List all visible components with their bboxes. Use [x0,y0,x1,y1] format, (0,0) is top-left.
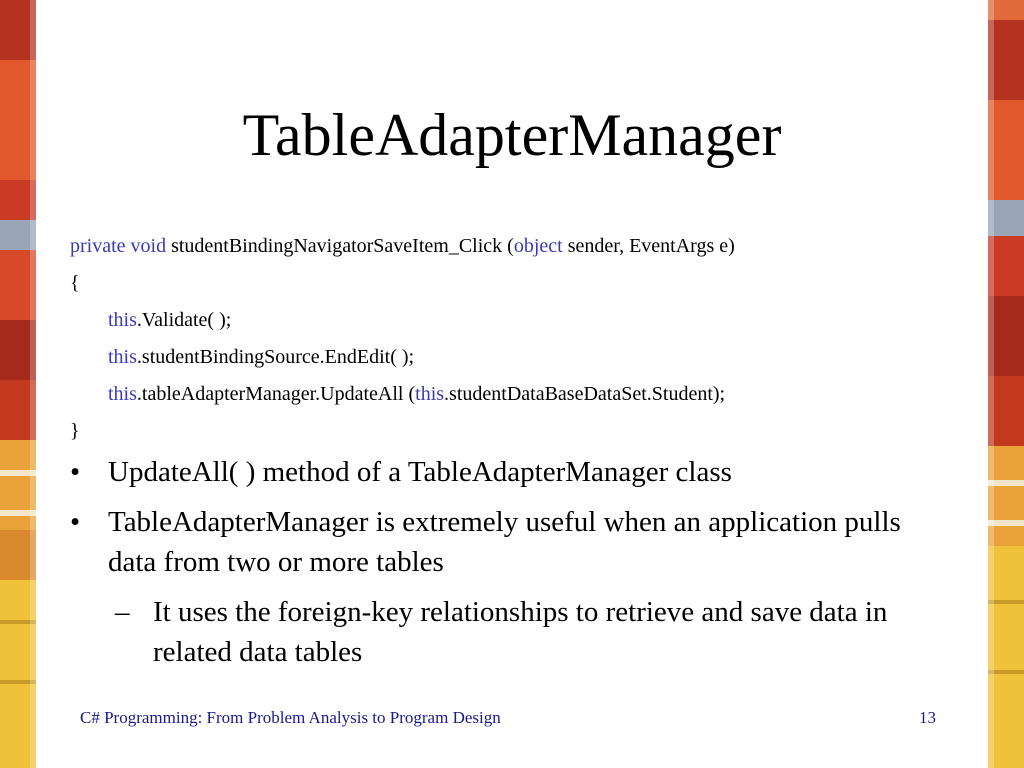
building-image-right [988,0,1024,768]
building-image-left [0,0,36,768]
code-line [70,376,970,413]
code-line [70,302,970,339]
code-method-name: studentBindingNavigatorSaveItem_Click ( [171,235,514,257]
code-text: .studentBindingSource.EndEdit( ); [136,346,415,368]
sub-bullet-text: It uses the foreign-key relationships to retrieve and save data in related data tables [153,596,888,668]
code-keyword: object [513,235,563,257]
bullet-item [70,452,950,492]
bullet-text: TableAdapterManager is extremely useful when an application pulls data from two or more tables [108,506,901,578]
left-decorative-strip [0,0,36,768]
code-block [70,228,970,450]
code-keyword: private [70,235,126,257]
bullet-marker: • [70,456,81,488]
code-line-signature [70,228,970,265]
code-text: .Validate( ); [136,309,232,331]
code-keyword: this [108,383,137,405]
sub-bullet-item [70,592,950,672]
code-open-brace: { [70,272,80,294]
bullet-list [70,452,950,672]
slide-title: TableAdapterManager [242,102,782,168]
code-close-brace: } [70,420,80,442]
code-line [70,339,970,376]
bullet-marker: • [70,506,81,538]
code-keyword: void [130,235,167,257]
sub-bullet-marker: – [115,596,130,628]
bullet-text: UpdateAll( ) method of a TableAdapterManager class [108,456,732,488]
footer-course-title: C# Programming: From Problem Analysis to Program Design [80,708,501,727]
right-decorative-strip [988,0,1024,768]
code-keyword: this [108,309,137,331]
code-keyword: this [415,383,445,405]
bullet-item [70,502,950,582]
slide-number: 13 [919,708,936,727]
code-text: .tableAdapterManager.UpdateAll ( [136,383,416,405]
code-keyword: this [108,346,137,368]
code-params: sender, EventArgs e) [567,235,735,257]
code-text: .studentDataBaseDataSet.Student); [444,383,726,405]
